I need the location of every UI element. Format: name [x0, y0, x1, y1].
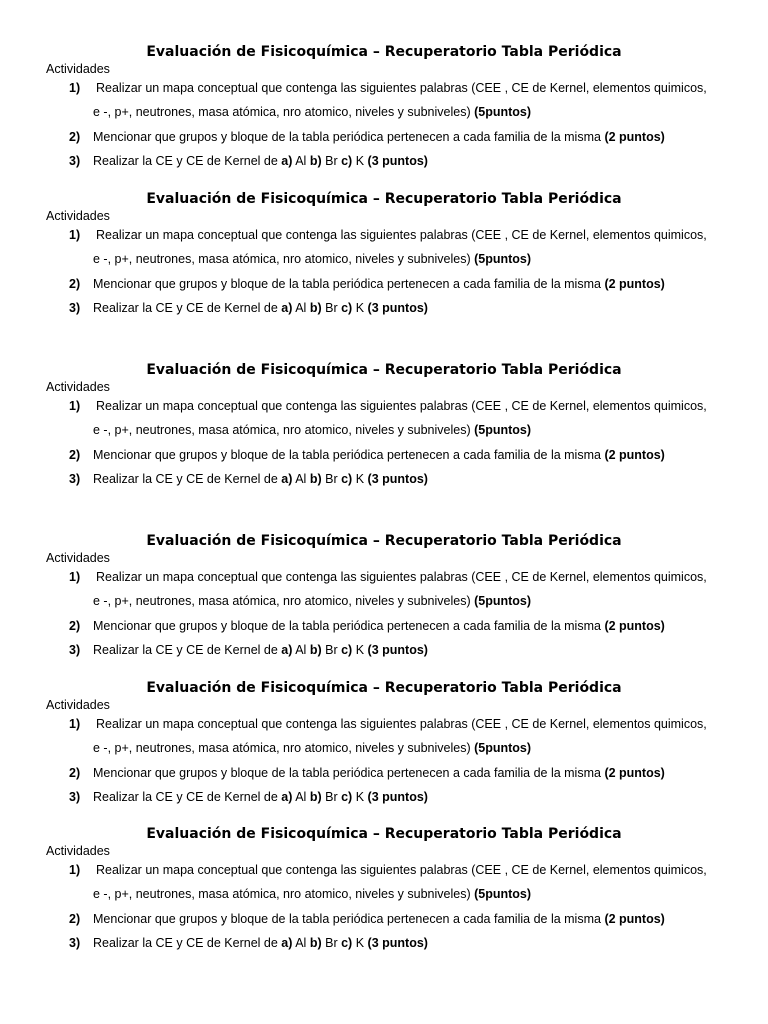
- item-points: (2 puntos): [604, 130, 665, 144]
- item-points: (3 puntos): [367, 936, 428, 950]
- item-text: [93, 104, 531, 120]
- exam-title: Evaluación de Fisicoquímica – Recuperatorio Tabla Periódica: [146, 533, 622, 549]
- item-text-line2: e -, p+, neutrones, masa atómica, nro atomico, niveles y subniveles): [93, 423, 471, 437]
- item-text-prefix: Realizar la CE y CE de Kernel de: [93, 643, 278, 657]
- option-c-element: K: [355, 301, 365, 315]
- option-a-element: Al: [295, 936, 307, 950]
- option-b-element: Br: [325, 472, 338, 486]
- item-text: Realizar un mapa conceptual que contenga las siguientes palabras (CEE , CE de Kernel, elementos quimicos,: [96, 717, 707, 731]
- item-number: 2): [69, 619, 81, 633]
- option-b-label: b): [309, 301, 322, 315]
- option-a-element: Al: [295, 472, 307, 486]
- option-a-element: Al: [295, 154, 307, 168]
- exam-title: Evaluación de Fisicoquímica – Recuperatorio Tabla Periódica: [146, 191, 622, 207]
- option-c-label: c): [341, 643, 353, 657]
- item-number: 1): [69, 570, 81, 584]
- section-label: Actividades: [46, 698, 110, 712]
- item-text-prefix: Realizar la CE y CE de Kernel de: [93, 301, 278, 315]
- item-text: Realizar un mapa conceptual que contenga las siguientes palabras (CEE , CE de Kernel, elementos quimicos,: [96, 228, 707, 242]
- option-a-element: Al: [295, 790, 307, 804]
- exam-block: [0, 43, 768, 173]
- item-text: [93, 129, 665, 145]
- item-number: 1): [69, 81, 81, 95]
- item-text: [93, 422, 531, 438]
- exam-block: [0, 361, 768, 491]
- option-b-label: b): [309, 154, 322, 168]
- item-text: [93, 593, 531, 609]
- item-text: [93, 300, 428, 316]
- option-b-label: b): [309, 936, 322, 950]
- option-b-element: Br: [325, 154, 338, 168]
- item-text: Realizar un mapa conceptual que contenga las siguientes palabras (CEE , CE de Kernel, elementos quimicos,: [96, 399, 707, 413]
- item-number: 1): [69, 717, 81, 731]
- item-number: 2): [69, 912, 81, 926]
- section-label: Actividades: [46, 209, 110, 223]
- item-number: 2): [69, 448, 81, 462]
- item-text-line2: e -, p+, neutrones, masa atómica, nro atomico, niveles y subniveles): [93, 105, 471, 119]
- item-points: (5puntos): [474, 423, 532, 437]
- item-text-prefix: Realizar la CE y CE de Kernel de: [93, 790, 278, 804]
- section-label: Actividades: [46, 62, 110, 76]
- item-text-prefix: Realizar la CE y CE de Kernel de: [93, 154, 278, 168]
- option-b-label: b): [309, 472, 322, 486]
- exam-title: Evaluación de Fisicoquímica – Recuperatorio Tabla Periódica: [146, 44, 622, 60]
- section-label: Actividades: [46, 551, 110, 565]
- item-text: [93, 642, 428, 658]
- item-text-prefix: Realizar la CE y CE de Kernel de: [93, 936, 278, 950]
- option-c-element: K: [355, 472, 365, 486]
- option-b-label: b): [309, 790, 322, 804]
- item-text: [93, 765, 665, 781]
- option-b-element: Br: [325, 936, 338, 950]
- item-text: [93, 276, 665, 292]
- item-number: 2): [69, 277, 81, 291]
- option-a-label: a): [281, 154, 293, 168]
- item-number: 3): [69, 472, 81, 486]
- exam-block: [0, 532, 768, 662]
- option-c-label: c): [341, 790, 353, 804]
- item-points: (5puntos): [474, 887, 532, 901]
- item-text: [93, 740, 531, 756]
- item-text-prefix: Realizar la CE y CE de Kernel de: [93, 472, 278, 486]
- exam-title: Evaluación de Fisicoquímica – Recuperatorio Tabla Periódica: [146, 680, 622, 696]
- item-number: 3): [69, 301, 81, 315]
- item-text-line2: e -, p+, neutrones, masa atómica, nro atomico, niveles y subniveles): [93, 252, 471, 266]
- exam-title: Evaluación de Fisicoquímica – Recuperatorio Tabla Periódica: [146, 362, 622, 378]
- item-text: [93, 447, 665, 463]
- item-text-body: Mencionar que grupos y bloque de la tabla periódica pertenecen a cada familia de la misma: [93, 766, 601, 780]
- section-label: Actividades: [46, 844, 110, 858]
- option-a-label: a): [281, 643, 293, 657]
- option-b-element: Br: [325, 790, 338, 804]
- option-a-element: Al: [295, 643, 307, 657]
- exam-block: [0, 825, 768, 955]
- item-points: (2 puntos): [604, 766, 665, 780]
- option-c-element: K: [355, 936, 365, 950]
- item-points: (3 puntos): [367, 472, 428, 486]
- item-points: (2 puntos): [604, 277, 665, 291]
- option-c-label: c): [341, 154, 353, 168]
- item-text-body: Mencionar que grupos y bloque de la tabla periódica pertenecen a cada familia de la misma: [93, 277, 601, 291]
- item-points: (2 puntos): [604, 619, 665, 633]
- exam-block: [0, 190, 768, 320]
- item-number: 3): [69, 936, 81, 950]
- item-text: [93, 251, 531, 267]
- item-number: 2): [69, 130, 81, 144]
- item-points: (2 puntos): [604, 912, 665, 926]
- item-text: Realizar un mapa conceptual que contenga las siguientes palabras (CEE , CE de Kernel, elementos quimicos,: [96, 863, 707, 877]
- option-a-label: a): [281, 472, 293, 486]
- item-points: (3 puntos): [367, 154, 428, 168]
- option-a-label: a): [281, 790, 293, 804]
- item-text-body: Mencionar que grupos y bloque de la tabla periódica pertenecen a cada familia de la misma: [93, 448, 601, 462]
- item-number: 2): [69, 766, 81, 780]
- option-b-element: Br: [325, 643, 338, 657]
- item-text: [93, 153, 428, 169]
- item-text: [93, 886, 531, 902]
- item-points: (5puntos): [474, 594, 532, 608]
- item-points: (3 puntos): [367, 643, 428, 657]
- item-text: [93, 471, 428, 487]
- item-text: [93, 789, 428, 805]
- option-c-element: K: [355, 643, 365, 657]
- item-points: (5puntos): [474, 252, 532, 266]
- item-text-body: Mencionar que grupos y bloque de la tabla periódica pertenecen a cada familia de la misma: [93, 130, 601, 144]
- item-number: 3): [69, 643, 81, 657]
- option-c-element: K: [355, 154, 365, 168]
- option-a-label: a): [281, 936, 293, 950]
- section-label: Actividades: [46, 380, 110, 394]
- item-text: [93, 935, 428, 951]
- item-text-body: Mencionar que grupos y bloque de la tabla periódica pertenecen a cada familia de la misma: [93, 619, 601, 633]
- item-points: (3 puntos): [367, 790, 428, 804]
- item-text-line2: e -, p+, neutrones, masa atómica, nro atomico, niveles y subniveles): [93, 887, 471, 901]
- option-b-label: b): [309, 643, 322, 657]
- item-number: 1): [69, 399, 81, 413]
- item-number: 3): [69, 154, 81, 168]
- option-a-label: a): [281, 301, 293, 315]
- item-text: Realizar un mapa conceptual que contenga las siguientes palabras (CEE , CE de Kernel, elementos quimicos,: [96, 81, 707, 95]
- item-points: (2 puntos): [604, 448, 665, 462]
- option-c-element: K: [355, 790, 365, 804]
- option-c-label: c): [341, 936, 353, 950]
- item-text: [93, 911, 665, 927]
- item-number: 3): [69, 790, 81, 804]
- item-points: (5puntos): [474, 741, 532, 755]
- item-text-line2: e -, p+, neutrones, masa atómica, nro atomico, niveles y subniveles): [93, 741, 471, 755]
- exam-title: Evaluación de Fisicoquímica – Recuperatorio Tabla Periódica: [146, 826, 622, 842]
- item-points: (5puntos): [474, 105, 532, 119]
- option-a-element: Al: [295, 301, 307, 315]
- option-b-element: Br: [325, 301, 338, 315]
- item-text-body: Mencionar que grupos y bloque de la tabla periódica pertenecen a cada familia de la misma: [93, 912, 601, 926]
- item-text-line2: e -, p+, neutrones, masa atómica, nro atomico, niveles y subniveles): [93, 594, 471, 608]
- item-number: 1): [69, 863, 81, 877]
- item-text: [93, 618, 665, 634]
- option-c-label: c): [341, 301, 353, 315]
- item-number: 1): [69, 228, 81, 242]
- option-c-label: c): [341, 472, 353, 486]
- exam-block: [0, 679, 768, 809]
- item-points: (3 puntos): [367, 301, 428, 315]
- item-text: Realizar un mapa conceptual que contenga las siguientes palabras (CEE , CE de Kernel, elementos quimicos,: [96, 570, 707, 584]
